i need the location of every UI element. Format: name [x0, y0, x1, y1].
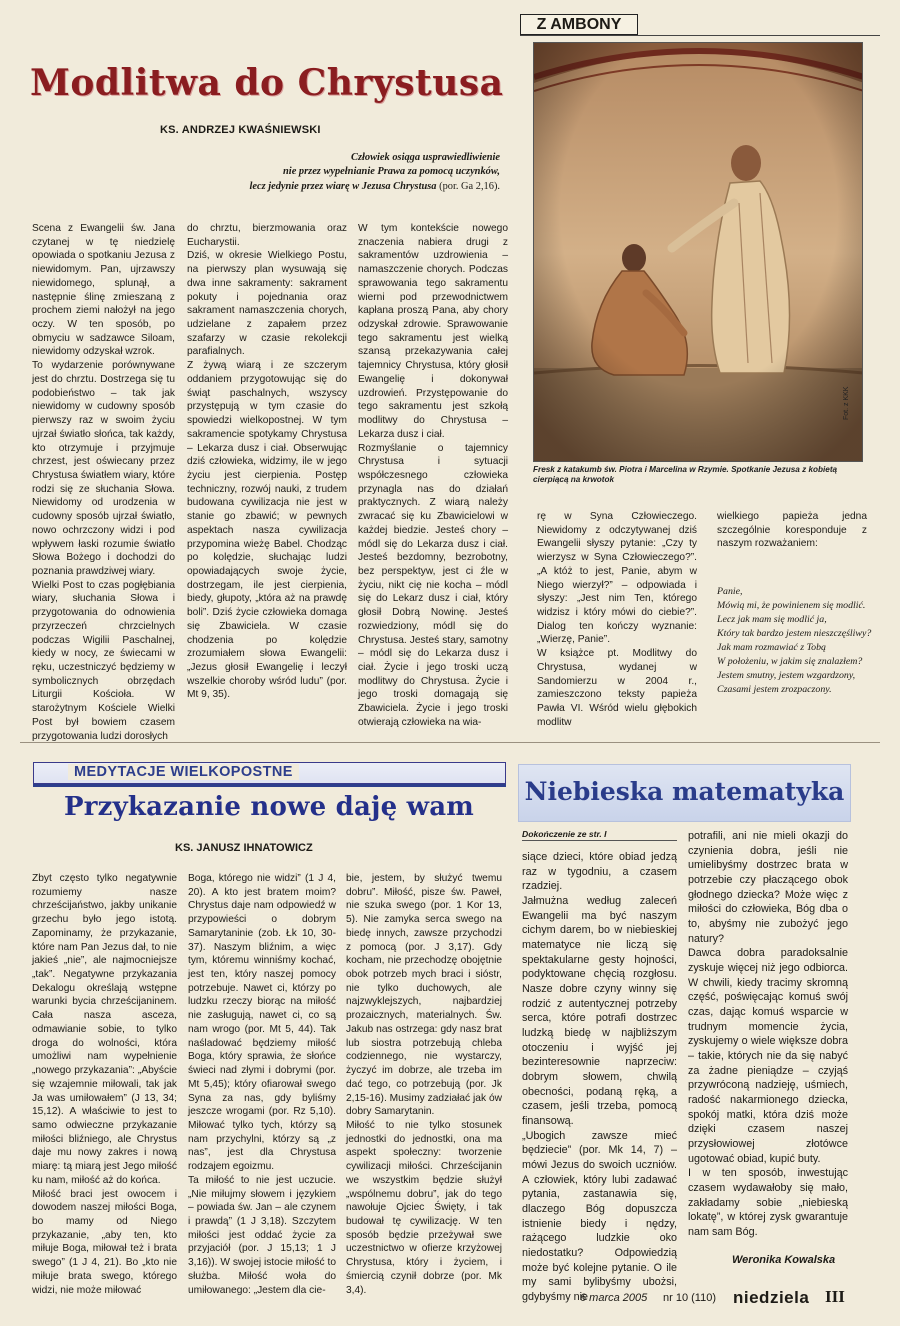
epigraph — [140, 151, 500, 194]
article-title: Niebieska matematyka — [524, 777, 845, 806]
fresco-photo — [533, 42, 863, 462]
continuation-note: Dokończenie ze str. I — [522, 829, 607, 839]
article-column-1: Zbyt często tylko negatywnie rozumiemy nasze chrześcijaństwo, jakby unikanie grzechu było jego istotą. Zapominamy, że przykazanie, które nam Pan Jezus dał, to nie jakieś „nie”, ale najmocniejsze „tak”. Negatywne przykazania Dekalogu określają wstępne warunki bycia chrześcijaninem. Cała nasza asceza, odmawianie sobie, to tylko droga do wolności, która umożliwi nam wypełnienie „nowego przykazania”: „Abyście się wzajemnie miłowali, tak jak Ja was umiłowałem” (J 13, 34; 15,12). A właściwie to jest to samo odwieczne przykazanie miłości bliźniego, ale Chrystus daje mu nowy zakres i nową miarę: tą miarą jest Jego miłość ku nam, miłość aż do końca. Miłość braci jest owocem i dowodem naszej miłości Boga, bo mamy od Niego przykazanie, „aby ten, kto miłuje Boga, miłował też i brata swego” (1 J 4, 21). Bo „kto nie miłuje brata swego, którego widzi, nie może miłować — [32, 873, 177, 1296]
section-rule — [520, 35, 880, 36]
section-divider — [20, 742, 880, 743]
article-column-5: wielkiego papieża jedna szczególnie koresponduje z naszym rozważaniem: — [717, 511, 867, 550]
section-tag: Z AMBONY — [520, 14, 638, 36]
footer-issue: nr 10 (110) — [663, 1292, 716, 1304]
epigraph-text: Człowiek osiąga usprawiedliwienie nie przez wypełnianie Prawa za pomocą uczynków, lecz jedynie przez wiarę w Jezusa Chrystusa — [249, 152, 500, 192]
continuation-rule — [522, 840, 677, 841]
page-number: III — [825, 1287, 845, 1306]
fresco-illustration — [534, 43, 863, 462]
article-column-2: Boga, którego nie widzi” (1 J 4, 20). A kto jest bratem moim? Chrystus daje nam odpowiedź w przypowieści o dobrym Samarytaninie (zob. Łk 10, 30-37). Naszym bliźnim, a więc tym, któremu winniśmy kochać, jest ten, który naszej pomocy potrzebuje. Nawet ci, którzy po ludzku rzeczy biorąc na miłość nie zasługują, nawet ci, co są nam wrogo (por. Mt 5, 44). Tak naśladować będziemy miłość Boga, który sprawia, że słońce świeci nad złymi i dobrymi (por. Mt 5,45); który ofiarował swego Syna za nas, gdy byliśmy jeszcze wrogami (por. Rz 5,10). Miłować tylko tych, którzy są nam przychylni, którzy są „z nas”, jest dla Chrystusa rodzajem egoizmu. Ta miłość to nie jest uczucie. „Nie miłujmy słowem i językiem – powiada św. Jan – ale czynem i prawdą” (1 J 3,18). Szczytem miłości jest oddać życie za przyjaciół (por. J 15,13; 1 J 3,16)). W swojej istocie miłość to służba. Miłość woła do umiłowanego: „Jestem dla cie- — [188, 873, 336, 1296]
article-column-3: bie, jestem, by służyć twemu dobru”. Miłość, pisze św. Paweł, nie szuka swego (por. 1 Kor 13, 5). Nie zamyka serca swego na biedę innych, zawsze przychodzi z pomocą (por. J 3,17). Gdy kocham, nie przechodzę obojętnie obok potrzeb mych braci i sióstr, nie tylko duchowych, ale najzwyklejszych, najbardziej prozaicznych, materialnych. Św. Jakub nas ostrzega: gdy nasz brat lub siostra potrzebują chleba codziennego, nie wystarczy, życzyć im dobrze, ale trzeba im dać tego, co potrzebują (por. Jk 2,15-16). Musimy zadziałać jak ów dobry Samarytanin. Miłość to nie tylko stosunek jednostki do jednostki, ona ma aspekt społeczny: tworzenie cywilizacji miłości. Chrześcijanin we wszystkim będzie służył „wspólnemu dobru”, jak do tego nawołuje Ojciec Święty, i tak budował tę cywilizację. W ten sposób będzie przeżywał swe uczestnictwo w ofierze krzyżowej Chrystusa, który i życiem, i śmiercią czynił dobrze (por. Mk 3,4). — [346, 873, 502, 1296]
article-author-signature: Weronika Kowalska — [732, 1254, 836, 1266]
section-ribbon-label: MEDYTACJE WIELKOPOSTNE — [68, 764, 299, 780]
prayer-poem: Panie, Mówią mi, że powinienem się modlić. Lecz jak mam się modlić ja, Który tak bardzo jestem nieszczęśliwy? Jak mam rozmawiać z Tobą W położeniu, w jakim się znalazłem? Jestem smutny, jestem wzgardzony, Czasami jestem zrozpaczony. — [717, 586, 872, 696]
footer-date: 6 marca 2005 — [580, 1292, 648, 1304]
article-column-2: do chrztu, bierzmowania oraz Eucharystii. Dziś, w okresie Wielkiego Postu, na pierwszy plan wysuwają się dwa inne sakramenty: sakrament pokuty i pojednania oraz sakrament namaszczenia chorych, udzielane z zapałem przez szafarzy w czasie rekolekcji parafialnych. Z żywą wiarą i ze szczerym oddaniem przygotowując się do świąt paschalnych, wszyscy przystępują w tym czasie do spowiedzi wielkopostnej. W tym sakramencie spotykamy Chrystusa – Lekarza dusz i ciał. Obserwując dziś człowieka, widzimy, ile w jego życiu jest cierpienia. Postęp techniczny, rozwój nauki, z trudem budowana cywilizacja nie jest w stanie go zbawić; w pewnych aspektach nasza cywilizacja przypomina wieżę Babel. Chodząc po kolędzie, słuchając ludzi opowiadających swoje życie, dostrzegam, ile jest cierpienia, biedy, głupoty, „która aż na prawdę boli”. Dziś życie człowieka domaga się Zbawiciela. W czasie chodzenia po kolędzie zrozumiałem słowa Ewangelii: „Jezus głosił Ewangelię i leczył wszelkie choroby wśród ludu” (por. Mt 9, 35). — [187, 223, 347, 701]
article-column-1: siące dzieci, które obiad jedzą raz w tygodniu, a czasem rzadziej. Jałmużna według zaleceń Ewangelii ma być naszym cichym darem, bo w niebieskiej matematyce nie liczą się spektakularne gesty hojności, podyktowane chęcią rozgłosu. Nasze dobre czyny winny się rodzić z autentycznej potrzeby serca, które potrafi dostrzec ludzką biedę w najbliższym otoczeniu i wyjść jej bezinteresownie naprzeciw: dobrym słowem, chwilą obecności, podaną ręką, a czasem, jeśli trzeba, pomocą finansową. „Ubogich zawsze mieć będziecie” (por. Mk 14, 7) – mówi Jezus do swoich uczniów. A człowiek, który lubi zadawać pytania, zastanawia się, dlaczego Bóg dopuszcza istnienie biedy i nędzy, rażącego ludzkie oko niedostatku? Odpowiedzią może być kolejne pytanie. O ile my sami bylibyśmy ubożsi, gdybyśmy nie — [522, 851, 677, 1304]
article-column-2: potrafili, ani nie mieli okazji do czynienia dobra, jeśli nie umielibyśmy dostrzec brata w potrzebie czy płaczącego obok głodnego dziecka? Może więc z miłości do człowieka, Bóg dba o to, abyśmy nie zubożyć jego natury? Dawca dobra paradoksalnie zyskuje więcej niż jego odbiorca. W chwili, kiedy tracimy skromną część, poświęcając komuś swój czas, dając komuś wsparcie w trudnym momencie życia, zyskujemy o wiele większe dobra – takie, których nie da się nabyć za żadne pieniądze – czyjąś przywróconą nadzieję, uśmiech, radość nakarmionego dziecka, spokój matki, która dziś może dzięki czasem naszej przysłowiowej złotówce ugotować obiad, kupić buty. I w ten sposób, inwestując czasem wydawałoby się mało, zakładamy sobie „niebieską lokatę”, w której zysk gwarantuje nam sam Bóg. — [688, 830, 848, 1239]
section-ribbon-rule — [33, 784, 506, 787]
photo-credit: Fot. z KKK — [843, 386, 850, 420]
article-author: KS. JANUSZ IHNATOWICZ — [175, 842, 313, 854]
article-title: Przykazanie nowe daję wam — [64, 792, 474, 822]
article-column-4: rę w Syna Człowieczego. Niewidomy z odczytywanej dziś Ewangelii słyszy pytanie: „Czy ty wierzysz w Syna Człowieczego?”. „A któż to jest, Panie, abym w Niego wierzył?” – odpowiada i słyszy: „Jest nim Ten, którego widzisz i który mówi do ciebie?”. Dialog ten kończy wyznanie: „Wierzę, Panie”. W książce pt. Modlitwy do Chrystusa, wydanej w Sandomierzu w 2004 r., zamieszczono teksty papieża Pawła VI. Wśród wielu głębokich modlitw — [537, 511, 697, 728]
article-title: Modlitwa do Chrystusa — [30, 62, 504, 104]
footer-brand: niedziela — [733, 1288, 810, 1307]
photo-caption: Fresk z katakumb św. Piotra i Marcelina w Rzymie. Spotkanie Jezusa z kobietą cierpiącą na krwotok — [533, 465, 838, 485]
article-column-3: W tym kontekście nowego znaczenia nabiera drugi z sakramentów uzdrowienia – namaszczenie chorych. Podczas sprawowania tego sakramentu wierni pod przewodnictwem kapłana proszą Pana, aby chory odzyskał zdrowie. Sprawowanie tego sakramentu jest wielką szansą przekazywania całej tajemnicy Chrystusa, który głosił Ewangelię i dokonywał uzdrowień. Przystępowanie do tego sakramentu jest szkołą modlitwy do Chrystusa – Lekarza dusz i ciał. Rozmyślanie o tajemnicy Chrystusa i sytuacji współczesnego człowieka przynagla nas do działań praktycznych. Z wiarą należy zwracać się ku Zbawicielowi w każdej biedzie. Jesteś chory – módl się do Lekarza dusz i ciał. Jesteś bezdomny, bezrobotny, bez perspektyw, jest ci źle w życiu, nikt cię nie kocha – módl się do Lekarz dusz i ciał, który głosił Dobrą Nowinę. Jesteś rozwiedziony, módl się do Chrystusa. Jesteś stary, samotny – módl się do Lekarza dusz i ciał. Życie i jego troski uczą modlitwy do Chrystusa. Życie i jego troski domagają się Zbawiciela. Życie i jego troski otwierają człowieka na wia- — [358, 223, 508, 728]
epigraph-reference: (por. Ga 2,16). — [439, 180, 500, 192]
article-column-1: Scena z Ewangelii św. Jana czytanej w tę niedzielę opowiada o spotkaniu Jezusa z niewidomym. Pan, ujrzawszy niewidomego, splunął, a następnie ślinę zmieszaną z prochem ziemi nałożył na jego oczy. W ten sposób, po obmyciu w sadzawce Siloam, niewidomy odzyskał wzrok. To wydarzenie porównywane jest do chrztu. Dostrzega się tu podobieństwo – tak jak niewidomy w cudowny sposób pierwszy raz w swoim życiu ujrzał światło słońca, tak każdy, kto otrzymuje i przyjmuje chrzest, jest oświecany przez Chrystusa światłem wiary, które rodzi się ze słuchania Słowa. Niewidomy od urodzenia w cudowny sposób ujrzał światło, nowo ochrzczony widzi i pod wpływem łaski rozumie światło Słowa Bożego i dochodzi do poznania prawdziwej wiary. Wielki Post to czas pogłębiania wiary, słuchania Słowa i przygotowania do odnowienia przyrzeczeń chrzcielnych podczas Wigilii Paschalnej, kiedy w nocy, ze świecami w ręku, uczestniczyć będziemy w symbolicznych obrzędach Liturgii Kościoła. W starożytnym Kościele Wielki Post był bowiem czasem przygotowania ludzi dorosłych — [32, 223, 175, 742]
article-author: KS. ANDRZEJ KWAŚNIEWSKI — [160, 124, 321, 136]
